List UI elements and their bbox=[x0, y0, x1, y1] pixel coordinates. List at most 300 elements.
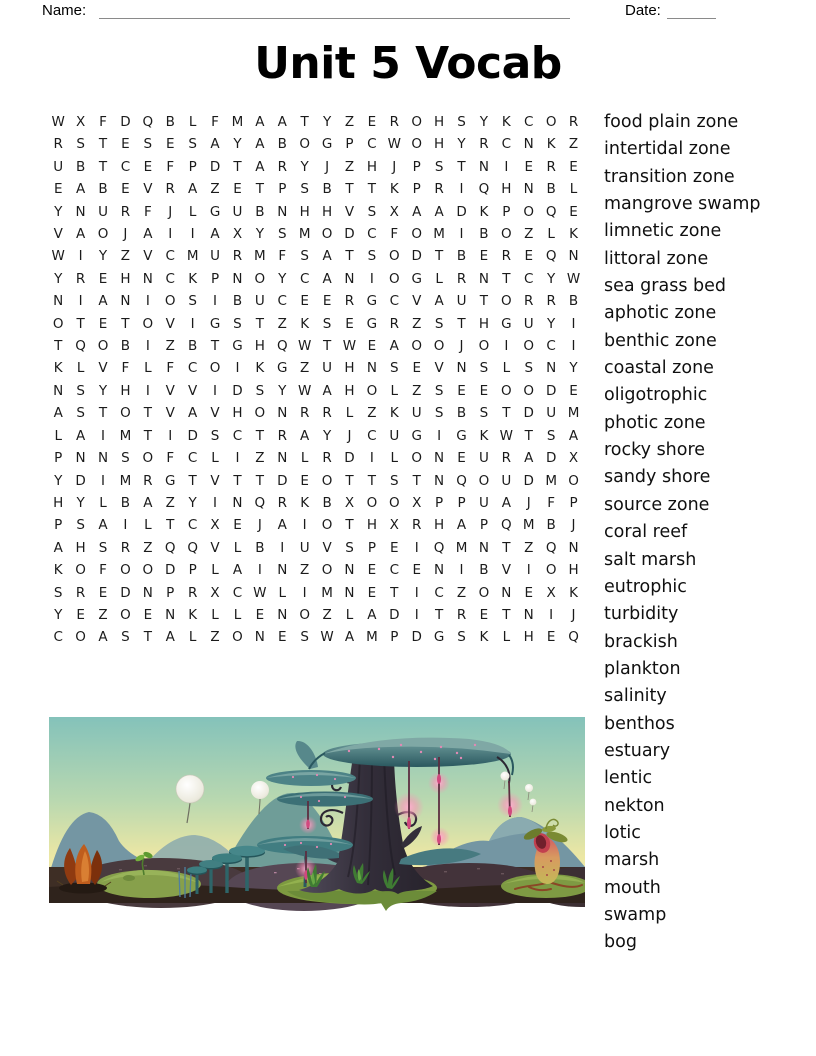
grid-letter: N bbox=[142, 270, 153, 287]
word-list-item: marsh bbox=[604, 850, 660, 871]
grid-letter: O bbox=[75, 562, 86, 579]
grid-letter: A bbox=[568, 427, 579, 444]
word-list-item: rocky shore bbox=[604, 440, 706, 461]
grid-letter: O bbox=[501, 293, 512, 310]
grid-letter: M bbox=[545, 472, 557, 489]
grid-letter: U bbox=[389, 427, 400, 444]
grid-letter: A bbox=[300, 427, 310, 444]
grid-letter: Y bbox=[457, 136, 466, 153]
grid-letter: A bbox=[456, 517, 467, 534]
grid-letter: O bbox=[142, 562, 154, 579]
grid-letter: S bbox=[76, 136, 85, 153]
grid-letter: O bbox=[120, 562, 131, 579]
grid-letter: Z bbox=[277, 315, 287, 332]
grid-letter: E bbox=[412, 562, 421, 579]
grid-letter: G bbox=[366, 315, 378, 332]
grid-letter: R bbox=[53, 136, 63, 153]
grid-letter: D bbox=[120, 114, 131, 130]
grid-letter: S bbox=[76, 382, 85, 399]
grid-letter: A bbox=[434, 293, 444, 310]
grid-letter: N bbox=[75, 203, 86, 220]
grid-letter: E bbox=[143, 606, 153, 623]
grid-letter: S bbox=[143, 136, 153, 153]
grid-letter: C bbox=[389, 562, 400, 579]
grid-letter: Q bbox=[164, 539, 176, 556]
grid-letter: H bbox=[53, 494, 64, 511]
grid-letter: S bbox=[121, 450, 130, 467]
grid-letter: C bbox=[165, 270, 175, 287]
grid-letter: Z bbox=[344, 114, 355, 130]
grid-letter: Z bbox=[367, 405, 377, 422]
grid-letter: S bbox=[434, 382, 444, 399]
grid-letter: D bbox=[232, 382, 243, 399]
grid-letter: A bbox=[322, 382, 332, 399]
grid-letter: V bbox=[143, 248, 153, 265]
grid-letter: U bbox=[322, 360, 333, 377]
grid-letter: S bbox=[233, 315, 242, 332]
grid-letter: T bbox=[345, 472, 354, 489]
grid-letter: A bbox=[98, 517, 108, 534]
grid-letter: C bbox=[434, 584, 444, 601]
grid-letter: Q bbox=[568, 629, 579, 646]
grid-letter: I bbox=[145, 293, 150, 310]
grid-letter: E bbox=[412, 360, 421, 377]
grid-letter: C bbox=[501, 136, 512, 153]
word-list-item: littoral zone bbox=[604, 248, 709, 269]
grid-row bbox=[47, 313, 585, 335]
grid-letter: H bbox=[120, 270, 131, 287]
grid-letter: G bbox=[165, 472, 176, 489]
grid-letter: S bbox=[457, 629, 466, 646]
grid-letter: A bbox=[434, 203, 444, 220]
grid-letter: F bbox=[166, 158, 175, 175]
grid-letter: Y bbox=[98, 382, 108, 399]
grid-letter: A bbox=[322, 248, 332, 265]
grid-letter: T bbox=[143, 629, 152, 646]
grid-letter: U bbox=[232, 203, 243, 220]
grid-letter: S bbox=[76, 405, 85, 422]
grid-letter: O bbox=[568, 472, 579, 489]
word-list-item: oligotrophic bbox=[604, 385, 708, 406]
grid-letter: A bbox=[367, 606, 377, 623]
grid-letter: A bbox=[255, 114, 265, 130]
grid-letter: X bbox=[210, 517, 220, 534]
grid-row bbox=[47, 425, 585, 447]
grid-letter: O bbox=[321, 226, 333, 243]
grid-letter: N bbox=[53, 382, 64, 399]
grid-letter: C bbox=[187, 450, 198, 467]
grid-letter: B bbox=[479, 562, 489, 579]
grid-letter: O bbox=[388, 270, 400, 287]
grid-letter: N bbox=[344, 562, 355, 579]
grid-letter: I bbox=[213, 293, 218, 310]
grid-letter: S bbox=[390, 472, 399, 489]
grid-letter: Z bbox=[412, 315, 422, 332]
grid-letter: B bbox=[165, 114, 175, 130]
grid-letter: U bbox=[501, 472, 512, 489]
grid-letter: O bbox=[545, 114, 557, 130]
grid-letter: V bbox=[165, 315, 175, 332]
grid-letter: T bbox=[345, 248, 354, 265]
grid-letter: C bbox=[389, 293, 400, 310]
grid-letter: B bbox=[232, 293, 243, 310]
grid-letter: R bbox=[75, 270, 86, 287]
grid-letter: L bbox=[278, 584, 287, 601]
grid-letter: E bbox=[233, 517, 242, 534]
grid-letter: J bbox=[123, 226, 128, 243]
grid-letter: A bbox=[277, 114, 287, 130]
grid-letter: Y bbox=[322, 114, 332, 130]
grid-letter: S bbox=[546, 427, 556, 444]
grid-letter: L bbox=[345, 606, 354, 623]
grid-letter: U bbox=[299, 539, 310, 556]
grid-letter: R bbox=[456, 270, 467, 287]
grid-letter: I bbox=[459, 562, 464, 579]
grid-letter: V bbox=[501, 562, 511, 579]
grid-letter: Q bbox=[142, 114, 154, 130]
grid-letter: K bbox=[300, 494, 310, 511]
grid-letter: B bbox=[277, 136, 287, 153]
grid-letter: A bbox=[524, 450, 534, 467]
grid-letter: O bbox=[209, 360, 221, 377]
grid-letter: F bbox=[143, 203, 152, 220]
grid-letter: C bbox=[546, 338, 556, 355]
grid-letter: I bbox=[190, 315, 195, 332]
grid-letter: O bbox=[411, 114, 423, 130]
grid-letter: U bbox=[53, 158, 64, 175]
grid-letter: L bbox=[99, 494, 107, 511]
grid-row bbox=[47, 537, 585, 559]
grid-letter: R bbox=[299, 405, 310, 422]
grid-letter: O bbox=[52, 315, 64, 332]
grid-letter: R bbox=[501, 248, 512, 265]
grid-letter: P bbox=[479, 517, 488, 534]
grid-letter: P bbox=[278, 181, 287, 198]
grid-letter: I bbox=[235, 450, 240, 467]
word-list-item: eutrophic bbox=[604, 576, 687, 597]
grid-letter: O bbox=[97, 338, 109, 355]
grid-letter: Y bbox=[54, 203, 63, 220]
grid-letter: T bbox=[457, 158, 466, 175]
grid-letter: B bbox=[568, 293, 579, 310]
grid-letter: T bbox=[502, 539, 511, 556]
grid-letter: E bbox=[569, 203, 578, 220]
grid-letter: U bbox=[98, 203, 108, 220]
page-title: Unit 5 Vocab bbox=[254, 38, 562, 89]
grid-letter: I bbox=[213, 494, 218, 511]
grid-letter: Z bbox=[165, 494, 175, 511]
word-list-item: photic zone bbox=[604, 412, 706, 433]
grid-letter: C bbox=[299, 270, 310, 287]
grid-letter: X bbox=[344, 494, 355, 511]
grid-letter: D bbox=[411, 629, 422, 646]
grid-letter: V bbox=[53, 226, 63, 243]
grid-letter: E bbox=[524, 158, 533, 175]
grid-letter: A bbox=[143, 494, 153, 511]
grid-letter: J bbox=[168, 203, 173, 220]
name-label: Name: bbox=[42, 2, 87, 19]
grid-letter: O bbox=[97, 226, 109, 243]
grid-letter: J bbox=[257, 517, 262, 534]
grid-letter: E bbox=[569, 158, 578, 175]
grid-letter: Z bbox=[143, 539, 153, 556]
grid-letter: T bbox=[502, 405, 511, 422]
grid-letter: R bbox=[546, 293, 556, 310]
grid-letter: N bbox=[523, 606, 534, 623]
grid-letter: M bbox=[567, 405, 580, 422]
word-list-item: coral reef bbox=[604, 522, 688, 543]
grid-letter: B bbox=[75, 158, 86, 175]
grid-letter: V bbox=[98, 360, 108, 377]
grid-letter: Q bbox=[187, 539, 198, 556]
grid-letter: R bbox=[412, 517, 422, 534]
grid-letter: Y bbox=[569, 360, 578, 377]
grid-letter: Z bbox=[255, 450, 265, 467]
grid-letter: E bbox=[300, 472, 309, 489]
grid-row bbox=[47, 492, 585, 514]
grid-letter: O bbox=[411, 338, 423, 355]
word-list bbox=[604, 109, 760, 957]
grid-row bbox=[47, 335, 585, 357]
grid-letter: V bbox=[322, 539, 332, 556]
grid-letter: M bbox=[119, 427, 132, 444]
grid-letter: L bbox=[144, 517, 152, 534]
grid-letter: T bbox=[367, 472, 377, 489]
grid-letter: T bbox=[300, 114, 309, 130]
grid-letter: H bbox=[523, 629, 534, 646]
grid-letter: C bbox=[232, 584, 243, 601]
grid-letter: B bbox=[120, 494, 131, 511]
grid-letter: F bbox=[390, 226, 399, 243]
grid-letter: I bbox=[549, 606, 554, 623]
grid-letter: R bbox=[322, 450, 332, 467]
grid-letter: A bbox=[75, 181, 86, 198]
grid-letter: S bbox=[188, 293, 197, 310]
grid-letter: R bbox=[187, 584, 198, 601]
grid-letter: I bbox=[213, 382, 218, 399]
grid-letter: O bbox=[142, 315, 154, 332]
grid-letter: T bbox=[233, 472, 242, 489]
grid-letter: O bbox=[299, 606, 310, 623]
grid-letter: E bbox=[479, 606, 489, 623]
grid-letter: L bbox=[211, 606, 219, 623]
word-list-item: limnetic zone bbox=[604, 221, 722, 242]
grid-letter: L bbox=[390, 450, 399, 467]
grid-letter: L bbox=[390, 382, 399, 399]
grid-letter: S bbox=[390, 360, 399, 377]
grid-letter: Y bbox=[300, 158, 309, 175]
word-list-item: coastal zone bbox=[604, 358, 714, 379]
grid-letter: Z bbox=[524, 539, 534, 556]
grid-row bbox=[47, 290, 585, 312]
grid-letter: Y bbox=[233, 136, 242, 153]
word-list-item: brackish bbox=[604, 631, 678, 652]
grid-letter: J bbox=[526, 494, 531, 511]
word-list-item: lotic bbox=[604, 822, 641, 843]
word-list-item: mangrove swamp bbox=[604, 194, 761, 215]
grid-letter: B bbox=[322, 181, 332, 198]
grid-row bbox=[47, 470, 585, 492]
grid-letter: I bbox=[437, 427, 442, 444]
grid-letter: F bbox=[547, 494, 556, 511]
grid-letter: M bbox=[455, 539, 468, 556]
grid-letter: C bbox=[367, 427, 377, 444]
grid-letter: V bbox=[210, 539, 220, 556]
grid-letter: U bbox=[523, 315, 534, 332]
grid-letter: S bbox=[345, 539, 354, 556]
grid-letter: S bbox=[188, 136, 197, 153]
grid-letter: X bbox=[389, 203, 399, 220]
grid-letter: T bbox=[479, 293, 489, 310]
grid-letter: P bbox=[390, 629, 399, 646]
grid-letter: B bbox=[456, 405, 467, 422]
grid-letter: A bbox=[143, 226, 153, 243]
grid-letter: Z bbox=[412, 382, 422, 399]
word-list-item: swamp bbox=[604, 904, 667, 925]
grid-letter: F bbox=[99, 562, 107, 579]
grid-letter: O bbox=[478, 472, 490, 489]
grid-letter: K bbox=[188, 606, 198, 623]
grid-letter: K bbox=[501, 114, 511, 130]
grid-letter: N bbox=[501, 584, 512, 601]
grid-letter: T bbox=[367, 181, 377, 198]
grid-letter: I bbox=[414, 539, 419, 556]
grid-letter: E bbox=[524, 248, 533, 265]
grid-letter: Y bbox=[54, 270, 63, 287]
grid-letter: N bbox=[254, 629, 265, 646]
grid-letter: G bbox=[232, 338, 243, 355]
grid-letter: H bbox=[434, 114, 445, 130]
grid-letter: A bbox=[344, 629, 355, 646]
grid-letter: A bbox=[165, 629, 175, 646]
grid-letter: F bbox=[99, 114, 107, 130]
grid-letter: K bbox=[188, 270, 198, 287]
grid-letter: L bbox=[188, 203, 197, 220]
grid-letter: T bbox=[98, 158, 108, 175]
grid-letter: Y bbox=[278, 270, 287, 287]
word-list-item: benthic zone bbox=[604, 330, 717, 351]
grid-row bbox=[47, 380, 585, 402]
grid-letter: G bbox=[456, 427, 467, 444]
grid-letter: S bbox=[300, 629, 309, 646]
grid-letter: L bbox=[211, 562, 219, 579]
grid-letter: O bbox=[321, 562, 333, 579]
grid-letter: T bbox=[255, 315, 264, 332]
grid-letter: K bbox=[53, 562, 63, 579]
grid-letter: T bbox=[255, 472, 264, 489]
grid-row bbox=[47, 245, 585, 267]
grid-letter: Y bbox=[188, 494, 197, 511]
grid-letter: G bbox=[209, 203, 221, 220]
grid-letter: N bbox=[277, 203, 288, 220]
grid-letter: E bbox=[255, 606, 265, 623]
grid-letter: R bbox=[456, 606, 467, 623]
grid-letter: X bbox=[412, 494, 422, 511]
grid-letter: T bbox=[143, 405, 152, 422]
grid-letter: N bbox=[434, 450, 445, 467]
grid-letter: R bbox=[277, 494, 287, 511]
grid-letter: K bbox=[479, 203, 489, 220]
grid-letter: N bbox=[568, 539, 579, 556]
grid-letter: D bbox=[545, 382, 557, 399]
grid-letter: E bbox=[98, 315, 108, 332]
grid-letter: E bbox=[53, 181, 63, 198]
grid-letter: T bbox=[76, 315, 85, 332]
grid-letter: S bbox=[434, 315, 444, 332]
grid-letter: S bbox=[434, 405, 444, 422]
grid-row bbox=[47, 133, 585, 155]
grid-letter: X bbox=[75, 114, 86, 130]
grid-letter: W bbox=[387, 136, 401, 153]
grid-letter: R bbox=[75, 584, 86, 601]
grid-letter: Z bbox=[300, 562, 310, 579]
grid-letter: C bbox=[232, 427, 243, 444]
grid-letter: Y bbox=[278, 382, 287, 399]
grid-letter: D bbox=[523, 472, 534, 489]
grid-letter: X bbox=[389, 517, 399, 534]
grid-letter: H bbox=[501, 181, 512, 198]
grid-letter: I bbox=[168, 427, 173, 444]
grid-letter: I bbox=[504, 338, 509, 355]
grid-letter: K bbox=[569, 226, 578, 243]
grid-letter: C bbox=[53, 629, 63, 646]
grid-letter: I bbox=[369, 270, 374, 287]
grid-letter: E bbox=[569, 382, 578, 399]
grid-letter: K bbox=[255, 360, 265, 377]
grid-letter: S bbox=[434, 158, 444, 175]
grid-letter: Z bbox=[120, 248, 131, 265]
grid-letter: I bbox=[78, 248, 83, 265]
grid-letter: Z bbox=[322, 606, 332, 623]
grid-letter: E bbox=[76, 606, 85, 623]
grid-letter: L bbox=[502, 629, 511, 646]
grid-letter: C bbox=[367, 226, 377, 243]
grid-letter: N bbox=[568, 248, 579, 265]
grid-letter: X bbox=[568, 450, 579, 467]
grid-letter: C bbox=[187, 360, 198, 377]
grid-letter: I bbox=[414, 584, 419, 601]
grid-letter: Y bbox=[54, 472, 63, 489]
grid-letter: I bbox=[78, 293, 83, 310]
word-list-item: bog bbox=[604, 932, 637, 953]
grid-letter: Z bbox=[165, 338, 175, 355]
grid-letter: O bbox=[478, 338, 490, 355]
grid-letter: V bbox=[165, 405, 175, 422]
grid-letter: P bbox=[345, 136, 354, 153]
grid-letter: T bbox=[255, 427, 264, 444]
grid-letter: I bbox=[369, 450, 374, 467]
grid-letter: J bbox=[571, 606, 576, 623]
grid-letter: I bbox=[459, 181, 464, 198]
grid-letter: K bbox=[479, 427, 489, 444]
grid-letter: H bbox=[568, 562, 579, 579]
word-list-item: sea grass bed bbox=[604, 276, 726, 297]
grid-letter: S bbox=[255, 382, 265, 399]
grid-letter: I bbox=[504, 158, 509, 175]
grid-letter: V bbox=[210, 405, 220, 422]
grid-letter: G bbox=[411, 427, 422, 444]
grid-letter: S bbox=[367, 203, 377, 220]
grid-letter: T bbox=[502, 606, 511, 623]
grid-letter: F bbox=[166, 360, 175, 377]
grid-letter: S bbox=[300, 181, 309, 198]
grid-letter: E bbox=[278, 629, 287, 646]
grid-letter: Z bbox=[98, 606, 108, 623]
word-list-item: source zone bbox=[604, 494, 710, 515]
grid-letter: H bbox=[434, 136, 445, 153]
grid-letter: P bbox=[412, 181, 421, 198]
grid-letter: P bbox=[188, 562, 197, 579]
